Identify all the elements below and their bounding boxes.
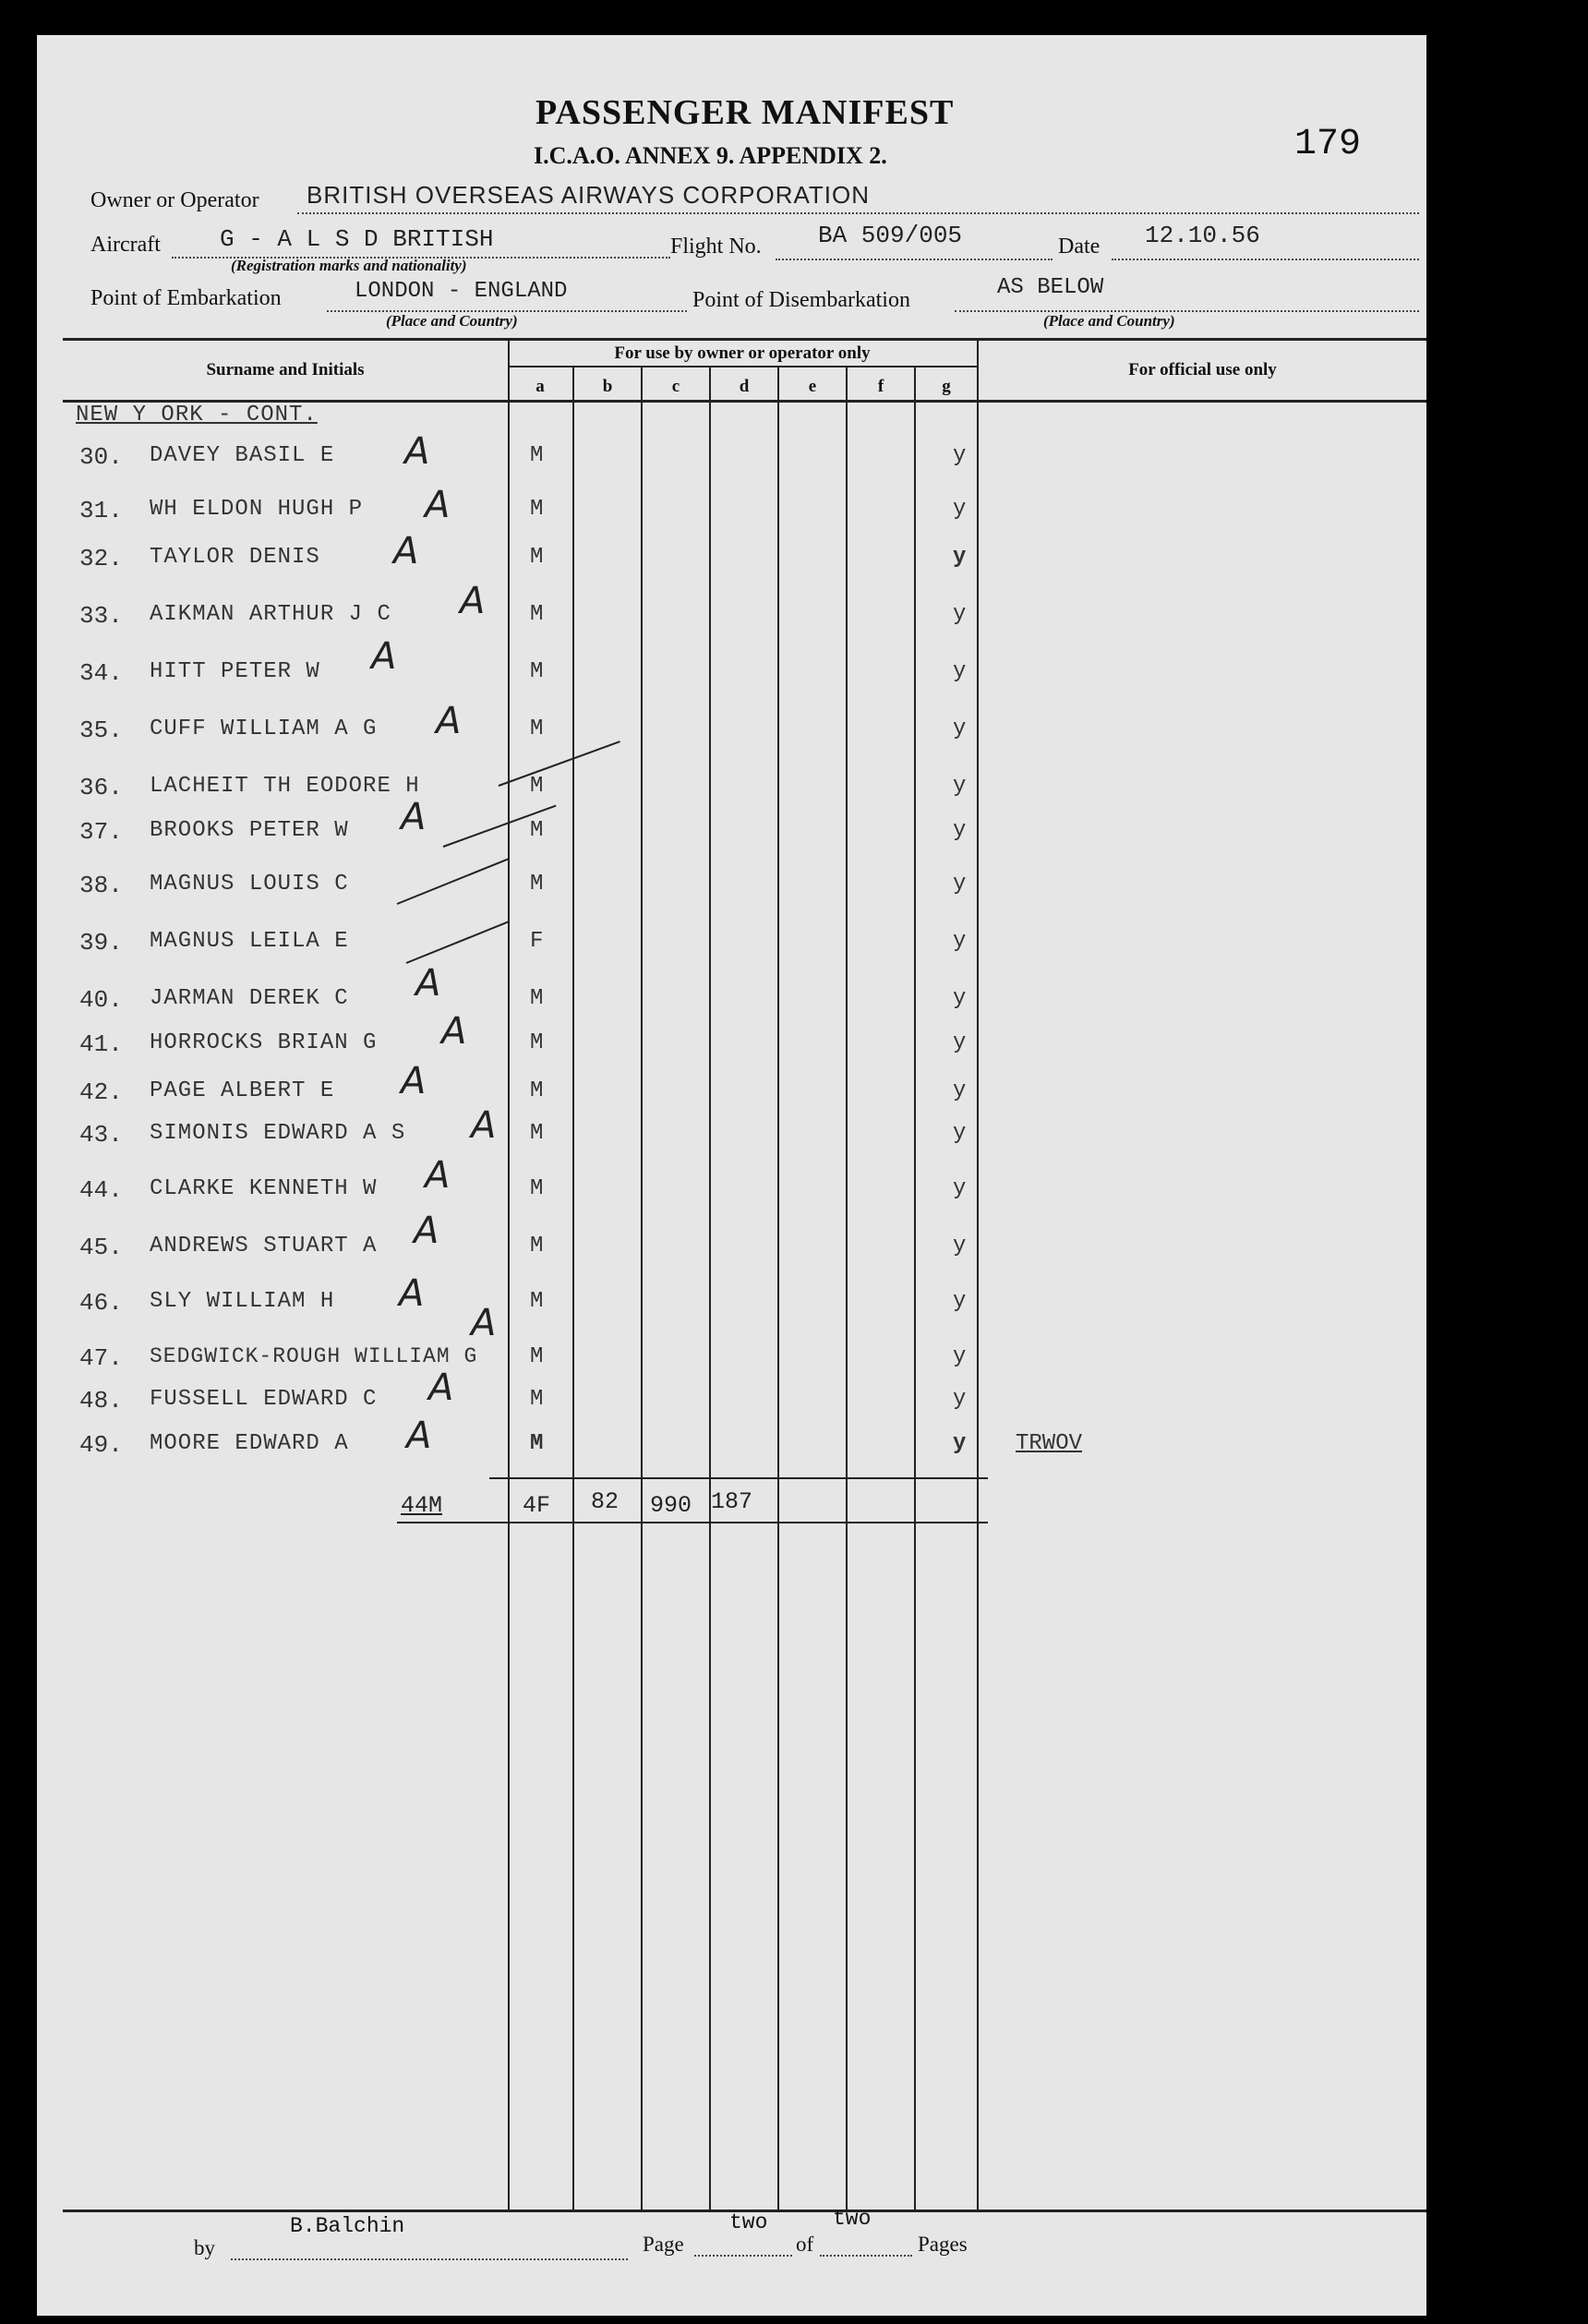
passenger-name: CLARKE KENNETH W bbox=[150, 1176, 378, 1201]
owner-use-rule bbox=[508, 366, 978, 367]
table-row bbox=[37, 430, 1426, 488]
col-g-value: y bbox=[953, 929, 967, 954]
page-dotted-line bbox=[694, 2255, 792, 2257]
table-row bbox=[37, 580, 1426, 646]
by-dotted-line bbox=[231, 2258, 628, 2260]
passenger-name: MAGNUS LOUIS C bbox=[150, 872, 349, 897]
by-label: by bbox=[194, 2236, 215, 2259]
col-g-value: y bbox=[953, 716, 967, 741]
handwritten-mark: A bbox=[425, 1154, 451, 1197]
page-number: 179 bbox=[1294, 124, 1362, 165]
col-g-value: y bbox=[953, 497, 967, 522]
row-number: 49. bbox=[79, 1431, 123, 1459]
col-g-value: y bbox=[953, 1344, 967, 1369]
handwritten-mark: A bbox=[406, 1415, 432, 1457]
embark-value: LONDON - ENGLAND bbox=[355, 279, 568, 304]
passenger-name: BROOKS PETER W bbox=[150, 818, 349, 843]
col-a-value: M bbox=[530, 1121, 544, 1146]
flight-label: Flight No. bbox=[670, 235, 762, 259]
handwritten-mark: A bbox=[371, 635, 397, 678]
of-dotted-line bbox=[820, 2255, 912, 2257]
handwritten-mark: A bbox=[401, 1060, 427, 1102]
handwritten-mark: A bbox=[401, 796, 427, 838]
passenger-name: CUFF WILLIAM A G bbox=[150, 716, 378, 741]
col-a-value: M bbox=[530, 872, 544, 897]
total-col-a: 4F bbox=[523, 1492, 551, 1519]
col-g-value: y bbox=[953, 659, 967, 684]
col-d-header: d bbox=[739, 377, 750, 396]
table-row bbox=[37, 1010, 1426, 1075]
date-dotted-line bbox=[1112, 259, 1419, 260]
section-label: NEW Y ORK - CONT. bbox=[76, 403, 318, 427]
table-row bbox=[37, 1060, 1426, 1123]
handwritten-mark: A bbox=[414, 1210, 439, 1252]
col-g-value: y bbox=[953, 602, 967, 627]
flight-value: BA 509/005 bbox=[818, 222, 963, 249]
col-a-value: M bbox=[530, 659, 544, 684]
col-g-value: y bbox=[953, 986, 967, 1011]
official-value: TRWOV bbox=[1016, 1431, 1083, 1456]
table-row bbox=[37, 1104, 1426, 1165]
col-a-value: M bbox=[530, 1431, 544, 1456]
col-a-value: M bbox=[530, 443, 544, 468]
passenger-name: SIMONIS EDWARD A S bbox=[150, 1121, 406, 1146]
passenger-name: JARMAN DEREK C bbox=[150, 986, 349, 1011]
flight-dotted-line bbox=[776, 259, 1053, 260]
col-a-value: M bbox=[530, 986, 544, 1011]
row-number: 36. bbox=[79, 774, 123, 801]
row-number: 45. bbox=[79, 1234, 123, 1261]
row-number: 41. bbox=[79, 1030, 123, 1058]
col-a-value: M bbox=[530, 818, 544, 843]
col-e-header: e bbox=[808, 377, 817, 396]
document-subtitle: I.C.A.O. ANNEX 9. APPENDIX 2. bbox=[534, 142, 887, 169]
embark-label: Point of Embarkation bbox=[90, 286, 282, 310]
pages-label: Pages bbox=[918, 2233, 968, 2256]
handwritten-mark: A bbox=[428, 1367, 454, 1409]
aircraft-value: G - A L S D BRITISH bbox=[220, 225, 494, 253]
table-row bbox=[37, 484, 1426, 541]
col-g-value: y bbox=[953, 1431, 967, 1456]
date-value: 12.10.56 bbox=[1145, 222, 1260, 249]
of-label: of bbox=[796, 2233, 814, 2256]
table-row bbox=[37, 635, 1426, 704]
owner-dotted-line bbox=[297, 212, 1419, 214]
handwritten-mark: A bbox=[436, 700, 462, 742]
col-g-value: y bbox=[953, 1078, 967, 1103]
col-g-value: y bbox=[953, 1121, 967, 1146]
passenger-name: DAVEY BASIL E bbox=[150, 443, 335, 468]
passenger-name: WH ELDON HUGH P bbox=[150, 497, 364, 522]
handwritten-mark: A bbox=[441, 1010, 467, 1053]
col-a-value: M bbox=[530, 602, 544, 627]
aircraft-label: Aircraft bbox=[90, 233, 161, 257]
table-row bbox=[37, 1154, 1426, 1221]
document-title: PASSENGER MANIFEST bbox=[535, 93, 955, 132]
row-number: 44. bbox=[79, 1176, 123, 1204]
col-g-value: y bbox=[953, 1176, 967, 1201]
date-label: Date bbox=[1058, 235, 1101, 259]
page-value: two bbox=[729, 2210, 768, 2234]
owner-use-header: For use by owner or operator only bbox=[614, 343, 871, 363]
table-row bbox=[37, 1367, 1426, 1431]
row-number: 38. bbox=[79, 872, 123, 899]
table-row bbox=[37, 1415, 1426, 1475]
row-number: 43. bbox=[79, 1121, 123, 1149]
col-a-value: M bbox=[530, 1078, 544, 1103]
passenger-name: MOORE EDWARD A bbox=[150, 1431, 349, 1456]
handwritten-mark: A bbox=[460, 580, 486, 622]
col-a-header: a bbox=[535, 377, 545, 396]
row-number: 31. bbox=[79, 497, 123, 524]
table-row bbox=[37, 872, 1426, 916]
manifest-sheet bbox=[37, 35, 1426, 2316]
of-value: two bbox=[833, 2207, 872, 2231]
handwritten-mark: A bbox=[415, 962, 441, 1005]
passenger-name: SLY WILLIAM H bbox=[150, 1289, 335, 1314]
row-number: 35. bbox=[79, 716, 123, 744]
disembark-dotted-line bbox=[955, 310, 1419, 312]
handwritten-mark: A bbox=[399, 1272, 425, 1315]
table-top-rule bbox=[63, 338, 1426, 341]
handwritten-mark: A bbox=[471, 1302, 497, 1344]
handwritten-mark: A bbox=[425, 484, 451, 526]
col-a-value: M bbox=[530, 1344, 544, 1369]
row-number: 34. bbox=[79, 659, 123, 687]
handwritten-mark: A bbox=[393, 530, 419, 572]
owner-value: BRITISH OVERSEAS AIRWAYS CORPORATION bbox=[307, 181, 871, 209]
col-f-header: f bbox=[877, 377, 884, 396]
passenger-name: TAYLOR DENIS bbox=[150, 545, 320, 570]
disembark-caption: (Place and Country) bbox=[1043, 312, 1175, 330]
row-number: 37. bbox=[79, 818, 123, 846]
col-a-value: M bbox=[530, 1176, 544, 1201]
disembark-value: AS BELOW bbox=[997, 275, 1104, 300]
row-number: 33. bbox=[79, 602, 123, 630]
passenger-name: HORROCKS BRIAN G bbox=[150, 1030, 378, 1055]
col-a-value: M bbox=[530, 1289, 544, 1314]
col-g-value: y bbox=[953, 774, 967, 799]
col-a-value: M bbox=[530, 545, 544, 570]
row-number: 48. bbox=[79, 1387, 123, 1415]
embark-caption: (Place and Country) bbox=[386, 312, 518, 330]
row-number: 47. bbox=[79, 1344, 123, 1372]
totals-rule-bottom bbox=[397, 1522, 988, 1523]
aircraft-caption: (Registration marks and nationality) bbox=[231, 257, 467, 274]
row-number: 39. bbox=[79, 929, 123, 957]
row-number: 42. bbox=[79, 1078, 123, 1106]
table-row bbox=[37, 530, 1426, 589]
row-number: 40. bbox=[79, 986, 123, 1014]
official-use-header: For official use only bbox=[1128, 360, 1277, 379]
signed-by-value: B.Balchin bbox=[290, 2214, 405, 2238]
col-a-value: M bbox=[530, 1030, 544, 1055]
table-row bbox=[37, 700, 1426, 761]
passenger-name: LACHEIT TH EODORE H bbox=[150, 774, 420, 799]
col-g-value: y bbox=[953, 1387, 967, 1412]
col-g-value: y bbox=[953, 872, 967, 897]
page-label: Page bbox=[643, 2233, 684, 2256]
row-number: 46. bbox=[79, 1289, 123, 1317]
table-row bbox=[37, 796, 1426, 862]
passenger-name: MAGNUS LEILA E bbox=[150, 929, 349, 954]
col-g-header: g bbox=[942, 377, 951, 396]
total-col-b: 82 bbox=[591, 1488, 620, 1515]
col-a-value: F bbox=[530, 929, 544, 954]
row-number: 30. bbox=[79, 443, 123, 471]
col-g-value: y bbox=[953, 818, 967, 843]
col-g-value: y bbox=[953, 545, 967, 570]
table-row bbox=[37, 929, 1426, 973]
col-c-header: c bbox=[671, 377, 680, 396]
col-a-value: M bbox=[530, 497, 544, 522]
passenger-name: PAGE ALBERT E bbox=[150, 1078, 335, 1103]
owner-label: Owner or Operator bbox=[90, 188, 259, 212]
passenger-name: HITT PETER W bbox=[150, 659, 320, 684]
handwritten-mark: A bbox=[404, 430, 430, 473]
passenger-name: FUSSELL EDWARD C bbox=[150, 1387, 378, 1412]
col-b-header: b bbox=[602, 377, 613, 396]
total-col-c: 990 bbox=[650, 1492, 692, 1519]
total-col-d: 187 bbox=[711, 1488, 753, 1515]
col-g-value: y bbox=[953, 1234, 967, 1258]
table-row bbox=[37, 1210, 1426, 1278]
col-a-value: M bbox=[530, 774, 544, 799]
col-name-header: Surname and Initials bbox=[206, 360, 365, 379]
row-number: 32. bbox=[79, 545, 123, 572]
totals-rule-top bbox=[489, 1477, 988, 1479]
passenger-name: AIKMAN ARTHUR J C bbox=[150, 602, 391, 627]
col-a-value: M bbox=[530, 716, 544, 741]
col-g-value: y bbox=[953, 443, 967, 468]
col-g-value: y bbox=[953, 1289, 967, 1314]
passenger-name: SEDGWICK-ROUGH WILLIAM G bbox=[150, 1344, 478, 1368]
col-a-value: M bbox=[530, 1234, 544, 1258]
col-g-value: y bbox=[953, 1030, 967, 1055]
table-row bbox=[37, 1272, 1426, 1333]
disembark-label: Point of Disembarkation bbox=[692, 288, 910, 312]
table-row bbox=[37, 962, 1426, 1030]
table-row bbox=[37, 774, 1426, 818]
handwritten-mark: A bbox=[471, 1104, 497, 1147]
passenger-name: ANDREWS STUART A bbox=[150, 1234, 378, 1258]
total-passengers: 44M bbox=[401, 1492, 443, 1519]
col-a-value: M bbox=[530, 1387, 544, 1412]
